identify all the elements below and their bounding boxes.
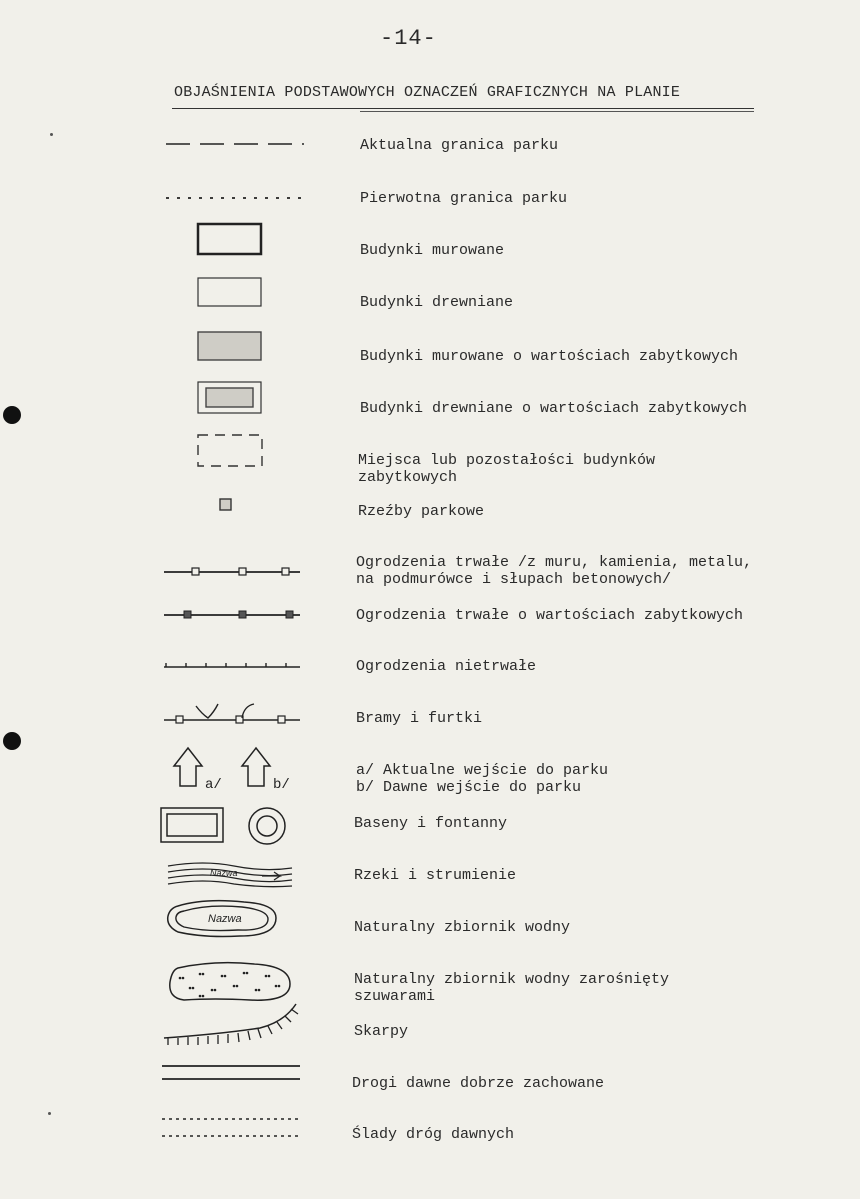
legend-label: a/ Aktualne wejście do parku b/ Dawne wejście do parku (356, 762, 609, 796)
legend-label: Miejsca lub pozostałości budynków zabytkowych (358, 452, 656, 486)
gate-icon (162, 698, 302, 728)
dashed-line-icon (164, 138, 306, 150)
legend-label: Skarpy (354, 1023, 409, 1040)
legend-label: Budynki drewniane o wartościach zabytkowych (360, 400, 748, 417)
legend-label: Ślady dróg dawnych (352, 1126, 515, 1143)
legend-label: Ogrodzenia trwałe o wartościach zabytkowych (356, 607, 744, 624)
fence-filled-posts-icon (162, 607, 302, 623)
legend-label: Rzeki i strumienie (354, 867, 517, 884)
double-line-road-icon (160, 1062, 302, 1084)
double-rectangle-icon (196, 380, 264, 416)
thin-rectangle-icon (196, 276, 264, 310)
pond-name-label: Nazwa (208, 913, 242, 925)
legend-label: Budynki murowane (360, 242, 505, 259)
small-square-icon (218, 497, 234, 513)
paper-speck (50, 133, 53, 136)
legend-label: Aktualna granica parku (360, 137, 559, 154)
legend-label: Drogi dawne dobrze zachowane (352, 1075, 605, 1092)
punch-hole (3, 406, 21, 424)
dotted-road-icon (160, 1114, 302, 1142)
legend-label: Budynki murowane o wartościach zabytkowych (360, 348, 739, 365)
legend-label: Pierwotna granica parku (360, 190, 568, 207)
title-underline-secondary (360, 111, 754, 112)
legend-label: Naturalny zbiornik wodny (354, 919, 571, 936)
legend-label: Rzeźby parkowe (358, 503, 485, 520)
paper-speck (48, 1112, 51, 1115)
fence-open-posts-icon (162, 564, 302, 580)
legend-label: Baseny i fontanny (354, 815, 508, 832)
slope-icon (160, 1000, 302, 1048)
dashed-rectangle-icon (196, 432, 266, 470)
legend-label: Budynki drewniane (360, 294, 514, 311)
shaded-rectangle-icon (196, 330, 264, 364)
fence-ticked-line-icon (162, 658, 302, 672)
thick-rectangle-icon (196, 222, 264, 258)
pond-icon (164, 896, 284, 942)
title-underline (172, 108, 754, 109)
river-name-label: Nazwa (210, 868, 238, 878)
entrance-arrows-icon (170, 744, 310, 796)
legend-label: Ogrodzenia trwałe /z muru, kamienia, metalu, na podmurówce i słupach betonowych/ (356, 554, 753, 588)
legend-label: Ogrodzenia nietrwałe (356, 658, 537, 675)
entrance-label-a: a/ (205, 777, 222, 793)
legend-label: Naturalny zbiornik wodny zarośnięty szuwarami (354, 971, 670, 1005)
punch-hole (3, 732, 21, 750)
dotted-line-icon (164, 192, 310, 204)
page-number: -14- (380, 26, 437, 51)
legend-label: Bramy i furtki (356, 710, 483, 727)
pool-fountain-icon (158, 804, 290, 848)
river-icon (164, 858, 296, 890)
legend-title: OBJAŚNIENIA PODSTAWOWYCH OZNACZEŃ GRAFICZNYCH NA PLANIE (174, 84, 681, 101)
entrance-label-b: b/ (273, 777, 290, 793)
